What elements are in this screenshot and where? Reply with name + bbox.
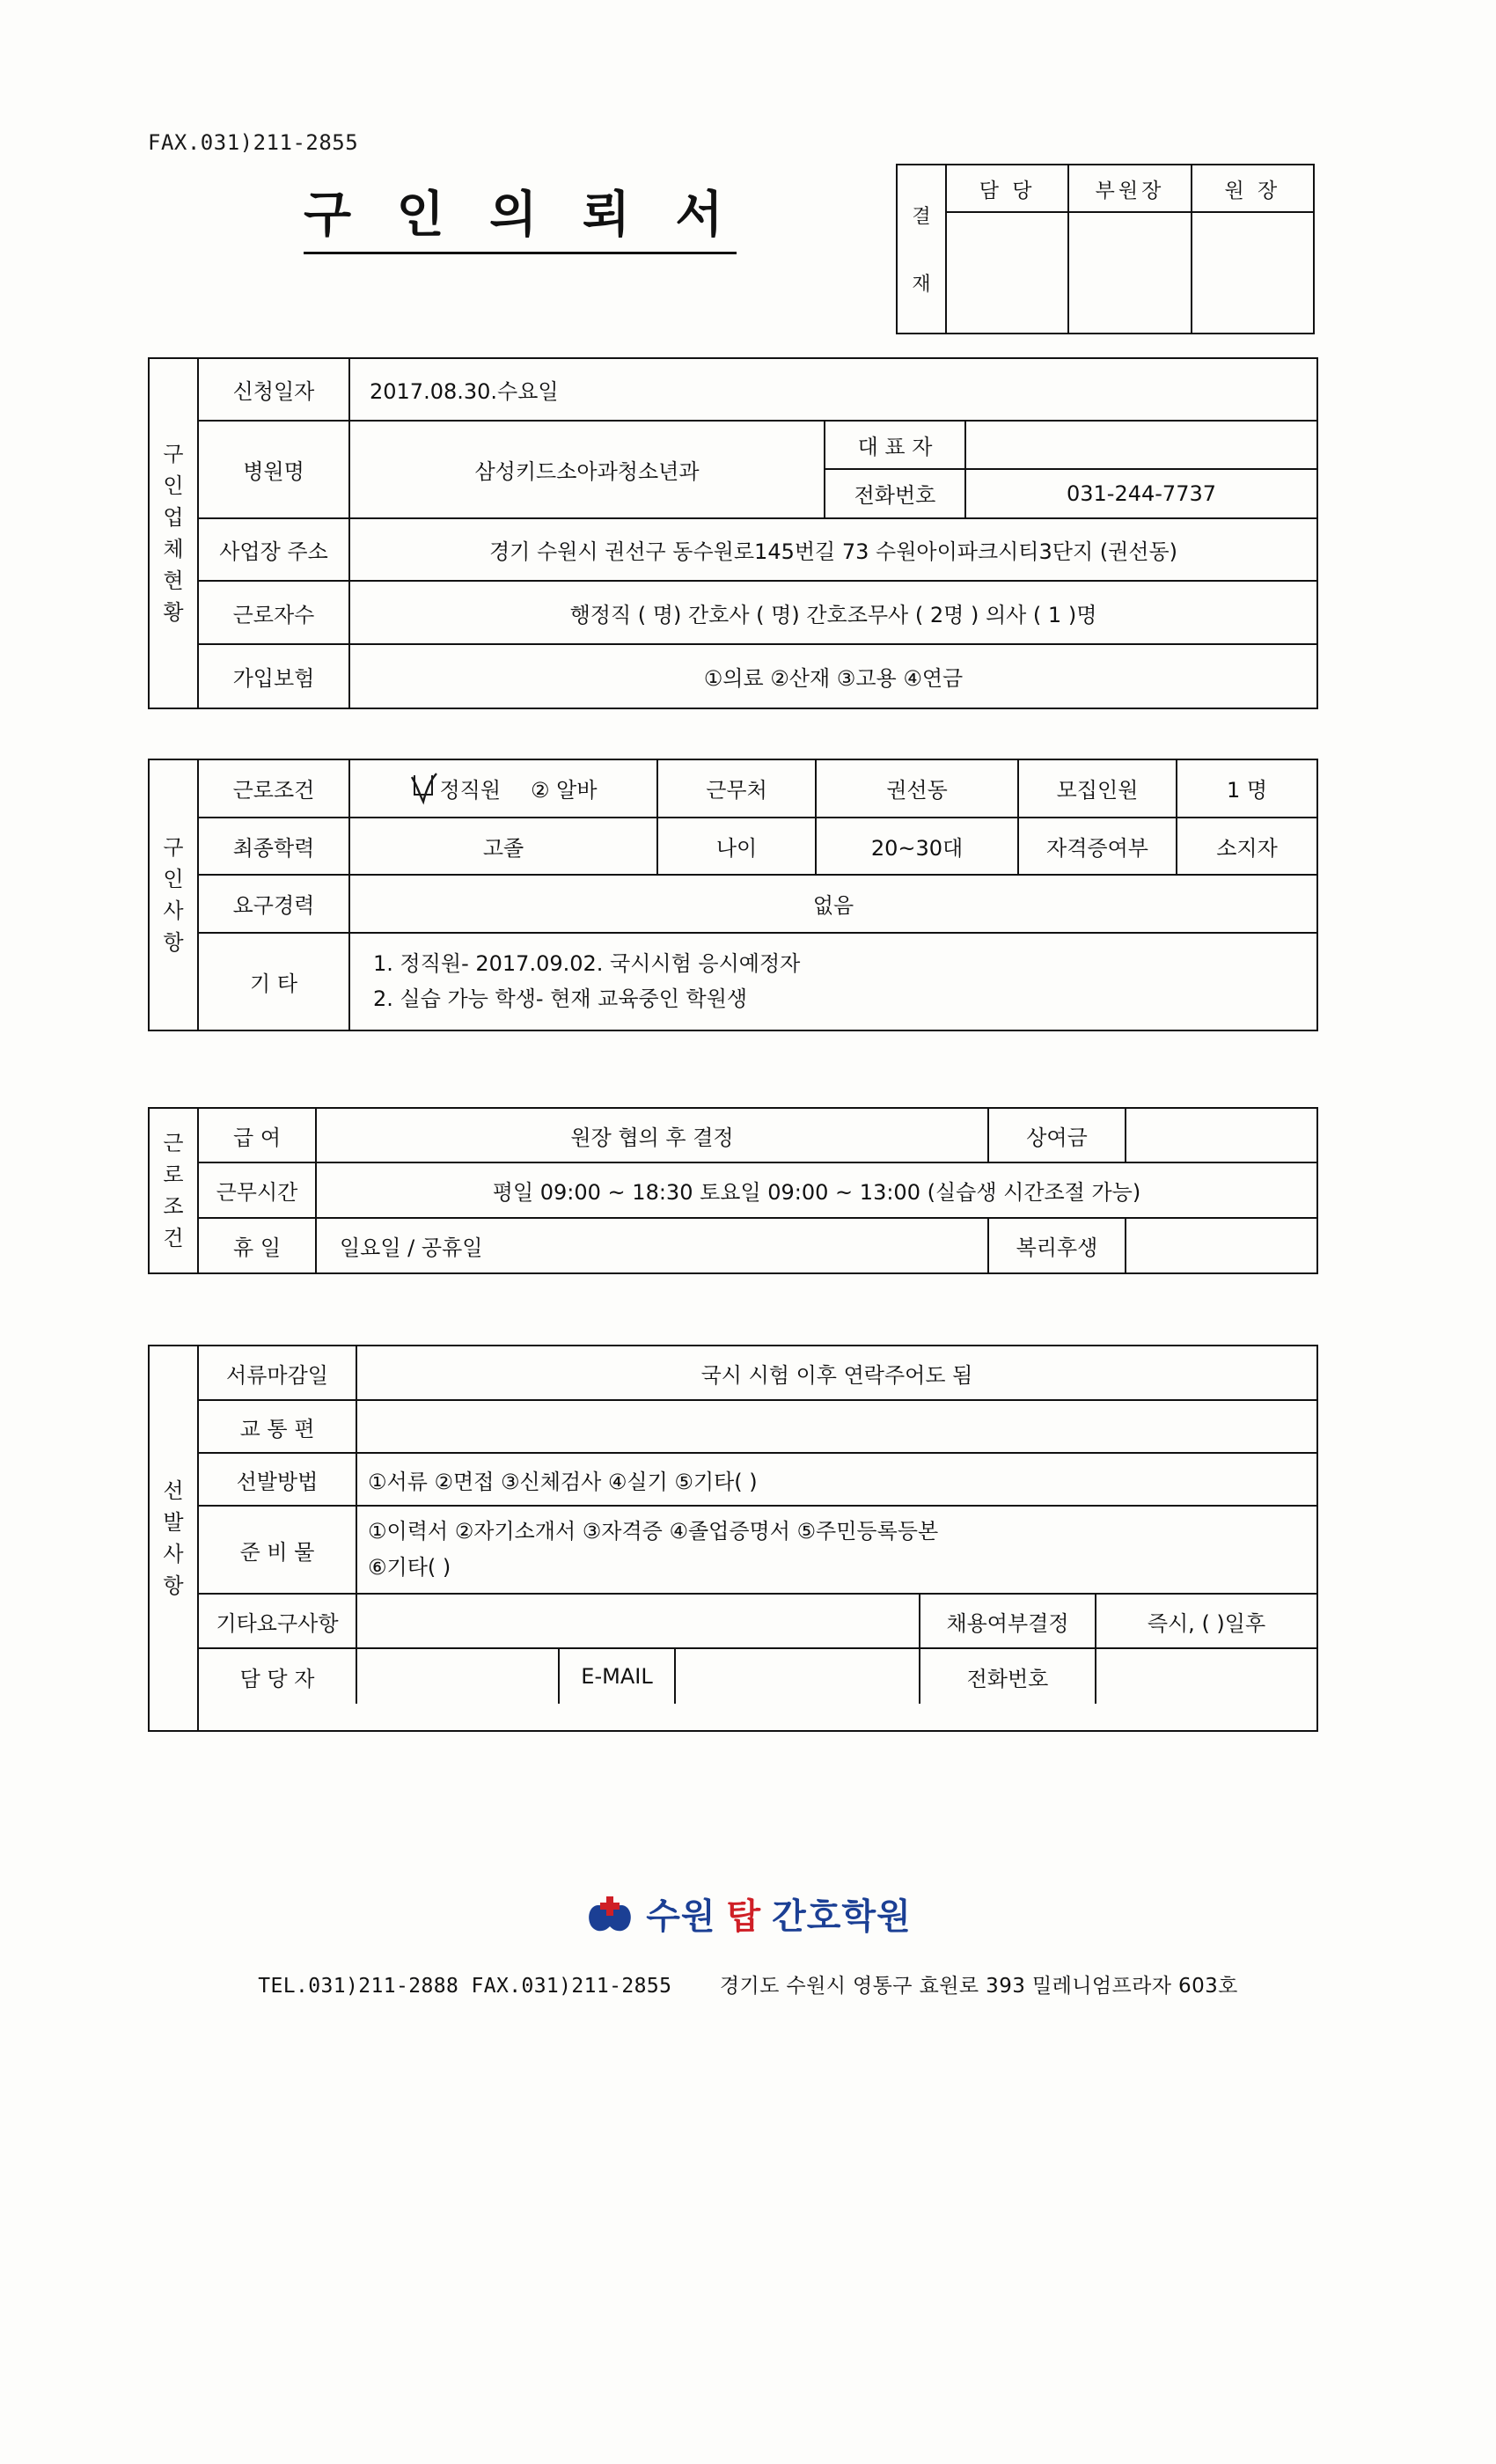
ceo-tel-group bbox=[825, 422, 1316, 517]
transport-label: 교 통 편 bbox=[199, 1401, 357, 1452]
logo-text-academy: 간호학원 bbox=[772, 1896, 912, 1937]
other-value[interactable] bbox=[357, 1595, 920, 1647]
work-conditions-side-label: 근 로 조 건 bbox=[150, 1109, 199, 1272]
row-pay bbox=[199, 1109, 1316, 1163]
workplace-value[interactable]: 권선동 bbox=[817, 760, 1019, 817]
welfare-label: 복리후생 bbox=[989, 1219, 1126, 1272]
company-info-table bbox=[148, 357, 1318, 709]
age-value[interactable]: 20~30대 bbox=[817, 818, 1019, 875]
row-address bbox=[199, 519, 1316, 582]
requirements-table bbox=[148, 759, 1318, 1031]
workers-label: 근로자수 bbox=[199, 582, 350, 642]
phone-value[interactable] bbox=[1096, 1649, 1316, 1704]
documents-line-2: ⑥기타( ) bbox=[368, 1555, 451, 1580]
approval-side-label-2: 재 bbox=[912, 274, 931, 296]
license-label: 자격증여부 bbox=[1019, 818, 1177, 875]
selection-table bbox=[148, 1345, 1318, 1732]
footer-tel: TEL.031)211-2888 FAX.031)211-2855 bbox=[258, 1975, 672, 1998]
pay-value[interactable]: 원장 협의 후 결정 bbox=[317, 1109, 989, 1162]
method-label: 선발방법 bbox=[199, 1454, 357, 1505]
insurance-label: 가입보험 bbox=[199, 645, 350, 708]
row-tel bbox=[825, 470, 1316, 517]
documents-line-1: ①이력서 ②자기소개서 ③자격증 ④졸업증명서 ⑤주민등록등본 bbox=[368, 1519, 939, 1544]
other-label: 기타요구사항 bbox=[199, 1595, 357, 1647]
education-value[interactable]: 고졸 bbox=[350, 818, 658, 875]
career-value[interactable]: 없음 bbox=[812, 893, 854, 919]
etc-line-2: 2. 실습 가능 학생- 현재 교육중인 학원생 bbox=[373, 986, 748, 1012]
row-other-request bbox=[199, 1595, 1316, 1649]
selection-side-label: 선 발 사 항 bbox=[150, 1346, 199, 1730]
apply-date-label: 신청일자 bbox=[199, 359, 350, 420]
row-deadline bbox=[199, 1346, 1316, 1401]
etc-label: 기 타 bbox=[199, 934, 350, 1030]
transport-value[interactable] bbox=[357, 1401, 1316, 1452]
age-label: 나이 bbox=[658, 818, 817, 875]
logo-text-top: 탑 bbox=[726, 1896, 762, 1937]
row-work-condition bbox=[199, 760, 1316, 818]
bonus-value[interactable] bbox=[1126, 1109, 1316, 1162]
row-hours bbox=[199, 1163, 1316, 1218]
requirements-rows bbox=[199, 760, 1316, 1030]
condition-label: 근로조건 bbox=[199, 760, 350, 817]
holiday-value[interactable]: 일요일 / 공휴일 bbox=[317, 1219, 989, 1272]
selection-rows bbox=[199, 1346, 1316, 1730]
career-label: 요구경력 bbox=[199, 876, 350, 932]
apply-date-value[interactable]: 2017.08.30.수요일 bbox=[370, 379, 559, 405]
holiday-label: 휴 일 bbox=[199, 1219, 317, 1272]
phone-label: 전화번호 bbox=[920, 1649, 1096, 1704]
approval-col-damdang: 담 당 bbox=[947, 165, 1069, 211]
manager-label: 담 당 자 bbox=[199, 1649, 357, 1704]
row-method bbox=[199, 1454, 1316, 1507]
tel-value[interactable]: 031-244-7737 bbox=[1066, 480, 1216, 506]
hire-decision-value[interactable]: 즉시, ( )일후 bbox=[1147, 1610, 1266, 1636]
condition-options[interactable] bbox=[350, 760, 658, 817]
work-conditions-rows bbox=[199, 1109, 1316, 1272]
workplace-label: 근무처 bbox=[658, 760, 817, 817]
row-holiday bbox=[199, 1219, 1316, 1272]
education-label: 최종학력 bbox=[199, 818, 350, 875]
deadline-value[interactable]: 국시 시험 이후 연락주어도 됨 bbox=[700, 1362, 973, 1388]
approval-side-label bbox=[898, 165, 947, 333]
etc-line-1: 1. 정직원- 2017.09.02. 국시시험 응시예정자 bbox=[373, 950, 801, 976]
etc-value[interactable] bbox=[350, 934, 1316, 1030]
checked-box-icon bbox=[409, 775, 436, 802]
bonus-label: 상여금 bbox=[989, 1109, 1126, 1162]
approval-box bbox=[896, 164, 1315, 334]
row-hospital bbox=[199, 422, 1316, 519]
footer-logo bbox=[0, 1888, 1496, 1939]
pay-label: 급 여 bbox=[199, 1109, 317, 1162]
logo-text-suwon: 수원 bbox=[646, 1896, 716, 1937]
row-insurance bbox=[199, 645, 1316, 708]
ceo-label: 대 표 자 bbox=[825, 422, 966, 467]
condition-option1-label: 정직원 bbox=[439, 778, 502, 803]
deadline-label: 서류마감일 bbox=[199, 1346, 357, 1399]
row-etc bbox=[199, 934, 1316, 1030]
hospital-value[interactable]: 삼성키드소아과청소년과 bbox=[350, 422, 825, 517]
row-documents bbox=[199, 1507, 1316, 1595]
condition-option2-label: ② 알바 bbox=[531, 778, 598, 803]
hours-value[interactable]: 평일 09:00 ~ 18:30 토요일 09:00 ~ 13:00 (실습생 시간조절 가능) bbox=[492, 1180, 1141, 1206]
address-value[interactable]: 경기 수원시 권선구 동수원로145번길 73 수원아이파크시티3단지 (권선동) bbox=[488, 539, 1178, 565]
tel-label: 전화번호 bbox=[825, 470, 966, 517]
address-label: 사업장 주소 bbox=[199, 519, 350, 580]
row-career bbox=[199, 876, 1316, 934]
hire-decision-label: 채용여부결정 bbox=[920, 1595, 1096, 1647]
page-title: 구 인 의 뢰 서 bbox=[304, 176, 737, 254]
footer-address: 경기도 수원시 영통구 효원로 393 밀레니엄프라자 603호 bbox=[719, 1975, 1238, 1998]
work-conditions-table bbox=[148, 1107, 1318, 1274]
approval-col-wonjang: 원 장 bbox=[1224, 179, 1281, 202]
row-apply-date bbox=[199, 359, 1316, 422]
email-value[interactable] bbox=[676, 1649, 920, 1704]
approval-sign-wonjang[interactable] bbox=[1192, 213, 1313, 333]
row-education bbox=[199, 818, 1316, 876]
workers-value[interactable]: 행정직 ( 명) 간호사 ( 명) 간호조무사 ( 2명 ) 의사 ( 1 )명 bbox=[569, 602, 1097, 627]
row-manager bbox=[199, 1649, 1316, 1704]
approval-sign-damdang[interactable] bbox=[947, 213, 1069, 333]
headcount-value[interactable]: 1 명 bbox=[1226, 778, 1268, 803]
documents-label: 준 비 물 bbox=[199, 1507, 357, 1593]
manager-value[interactable] bbox=[357, 1649, 560, 1704]
ceo-value[interactable] bbox=[966, 422, 1316, 467]
license-value[interactable]: 소지자 bbox=[1216, 835, 1278, 861]
method-value[interactable]: ①서류 ②면접 ③신체검사 ④실기 ⑤기타( ) bbox=[368, 1469, 758, 1494]
company-info-side-label: 구 인 업 체 현 황 bbox=[150, 359, 199, 708]
requirements-side-label: 구 인 사 항 bbox=[150, 760, 199, 1030]
academy-logo-icon bbox=[584, 1893, 635, 1935]
approval-sign-buwonjang[interactable] bbox=[1069, 213, 1192, 333]
footer-contact bbox=[0, 1969, 1496, 1998]
row-transport bbox=[199, 1401, 1316, 1454]
row-workers bbox=[199, 582, 1316, 644]
approval-signature-row bbox=[947, 213, 1313, 333]
company-info-rows bbox=[199, 359, 1316, 708]
fax-number-line: FAX.031)211-2855 bbox=[148, 130, 359, 155]
email-label: E-MAIL bbox=[560, 1649, 676, 1704]
hours-label: 근무시간 bbox=[199, 1163, 317, 1216]
approval-side-label-1: 결 bbox=[912, 206, 931, 228]
approval-col-buwonjang: 부원장 bbox=[1069, 165, 1192, 211]
approval-header-row bbox=[947, 165, 1313, 213]
hospital-label: 병원명 bbox=[199, 422, 350, 517]
row-ceo bbox=[825, 422, 1316, 469]
welfare-value[interactable] bbox=[1126, 1219, 1316, 1272]
headcount-label: 모집인원 bbox=[1019, 760, 1177, 817]
approval-columns bbox=[947, 165, 1313, 333]
documents-value[interactable] bbox=[357, 1507, 1316, 1593]
insurance-value[interactable]: ①의료 ②산재 ③고용 ④연금 bbox=[703, 665, 964, 691]
